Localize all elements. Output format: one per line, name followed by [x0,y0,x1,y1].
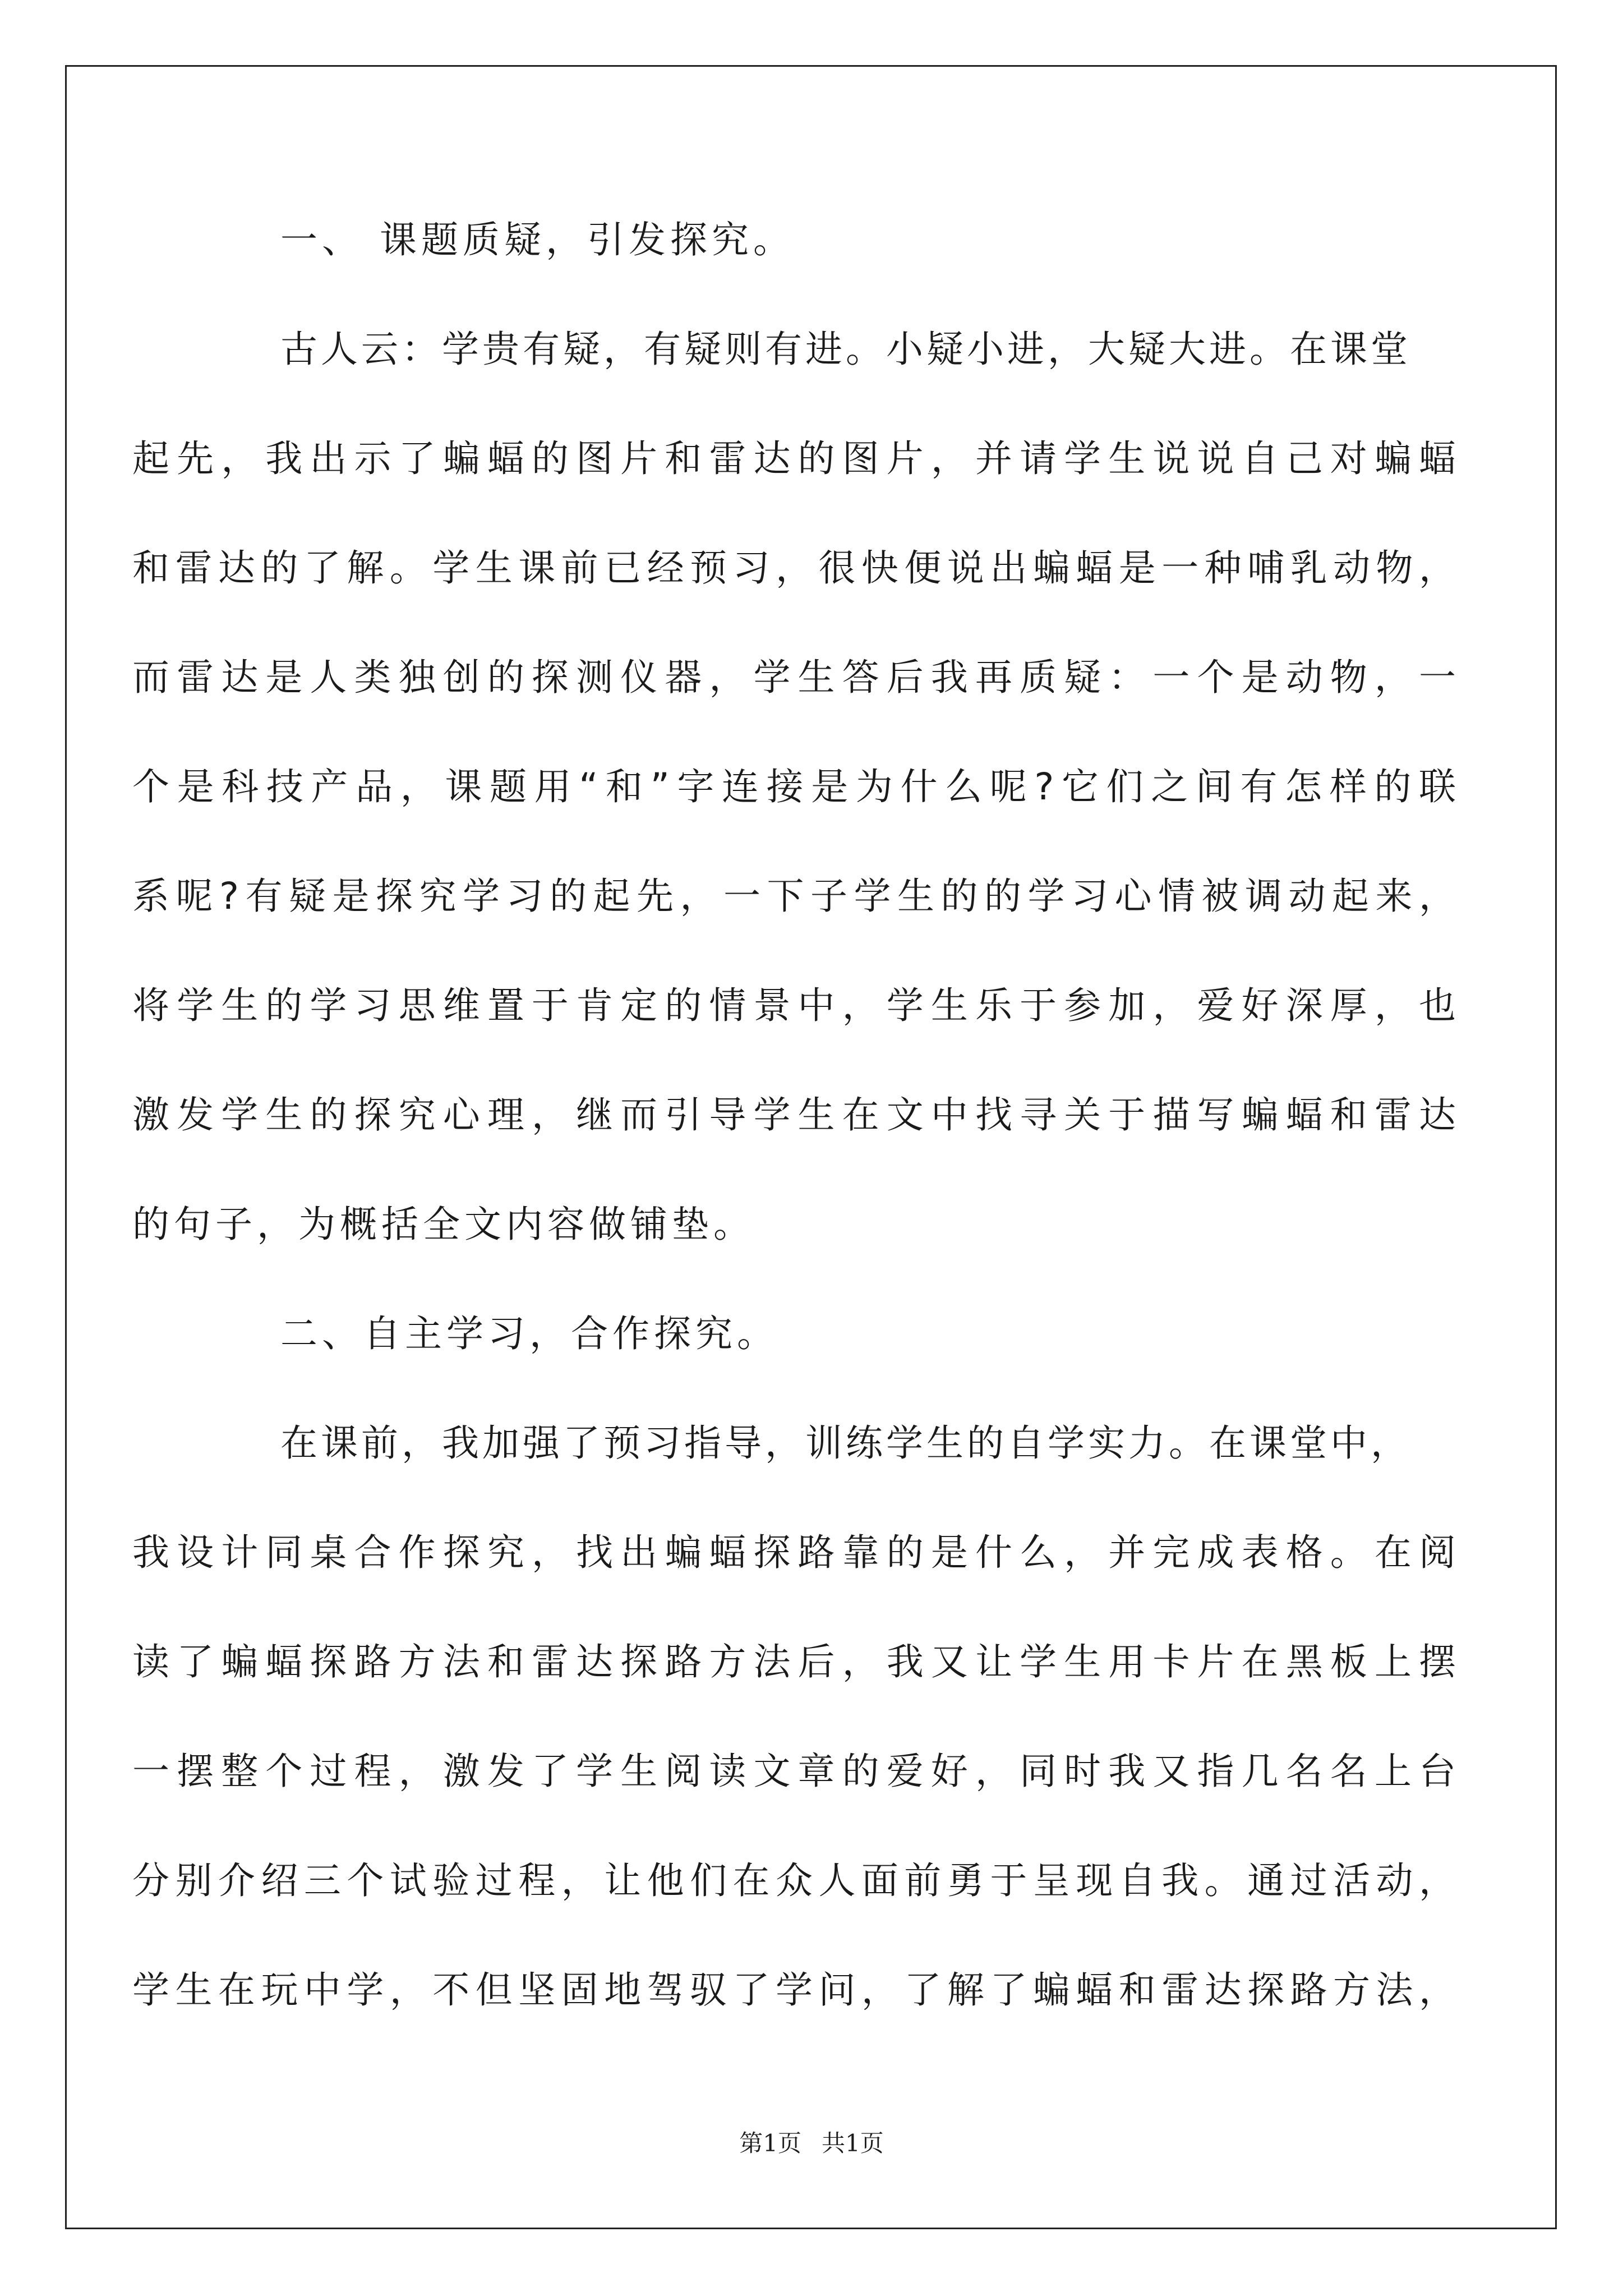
paragraph-line: 激发学生的探究心理，继而引导学生在文中找寻关于描写蝙蝠和雷达 [132,1093,1456,1137]
paragraph-line: 我设计同桌合作探究，找出蝙蝠探路靠的是什么，并完成表格。在阅 [132,1531,1456,1574]
page-footer [0,2129,1623,2157]
page-number: 第1页 [739,2129,801,2157]
paragraph-line: 在课前，我加强了预习指导，训练学生的自学实力。在课堂中， [280,1421,1411,1465]
paragraph-line: 和雷达的了解。学生课前已经预习，很快便说出蝙蝠是一种哺乳动物， [132,546,1456,590]
page-border [65,65,1557,2229]
paragraph-line: 的句子，为概括全文内容做铺垫。 [132,1203,755,1246]
paragraph-line: 古人云：学贵有疑，有疑则有进。小疑小进，大疑大进。在课堂 [280,328,1411,371]
paragraph-line: 系呢?有疑是探究学习的起先，一下子学生的的学习心情被调动起来， [132,875,1456,918]
page-total: 共1页 [822,2129,884,2157]
paragraph-line: 个是科技产品，课题用“和”字连接是为什么呢?它们之间有怎样的联 [132,765,1456,808]
paragraph-line: 一摆整个过程，激发了学生阅读文章的爱好，同时我又指几名名上台 [132,1750,1456,1793]
paragraph-line: 学生在玩中学，不但坚固地驾驭了学问，了解了蝙蝠和雷达探路方法， [132,1968,1456,2012]
paragraph-line: 而雷达是人类独创的探测仪器，学生答后我再质疑：一个是动物，一 [132,656,1456,699]
paragraph-line: 将学生的学习思维置于肯定的情景中，学生乐于参加，爱好深厚，也 [132,984,1456,1027]
paragraph-line: 读了蝙蝠探路方法和雷达探路方法后，我又让学生用卡片在黑板上摆 [132,1640,1456,1683]
section-heading-1: 一、 课题质疑，引发探究。 [280,218,795,261]
section-heading-2: 二、自主学习，合作探究。 [280,1312,778,1355]
paragraph-line: 分别介绍三个试验过程，让他们在众人面前勇于呈现自我。通过活动， [132,1859,1456,1902]
paragraph-line: 起先，我出示了蝙蝠的图片和雷达的图片，并请学生说说自己对蝙蝠 [132,437,1456,480]
